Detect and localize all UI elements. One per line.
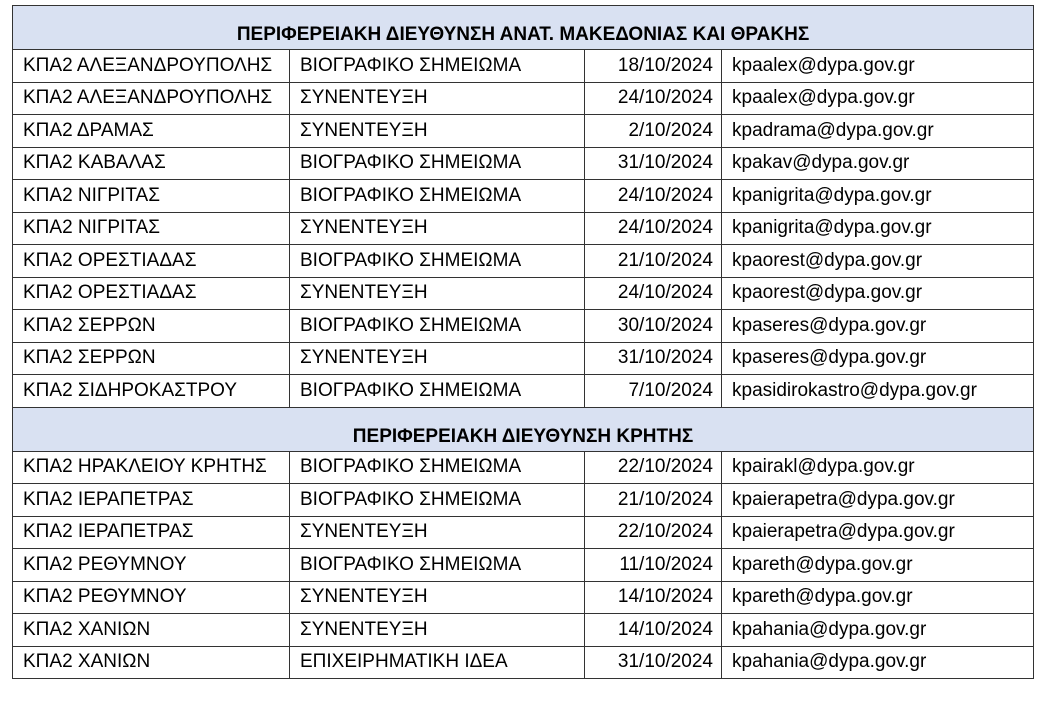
table-row xyxy=(13,310,1034,343)
email-cell: kpaierapetra@dypa.gov.gr xyxy=(722,516,1034,549)
schedule-table xyxy=(12,5,1034,679)
table-row xyxy=(13,212,1034,245)
date-cell: 24/10/2024 xyxy=(585,212,722,245)
document-type-cell: ΕΠΙΧΕΙΡΗΜΑΤΙΚΗ ΙΔΕΑ xyxy=(290,646,585,679)
email-cell: kpairakl@dypa.gov.gr xyxy=(722,451,1034,484)
office-cell: ΚΠΑ2 ΧΑΝΙΩΝ xyxy=(13,614,290,647)
email-cell: kpanigrita@dypa.gov.gr xyxy=(722,212,1034,245)
table-row xyxy=(13,375,1034,408)
section-header-row xyxy=(13,407,1034,451)
date-cell: 31/10/2024 xyxy=(585,147,722,180)
office-cell: ΚΠΑ2 ΣΙΔΗΡΟΚΑΣΤΡΟΥ xyxy=(13,375,290,408)
document-type-cell: ΣΥΝΕΝΤΕΥΞΗ xyxy=(290,342,585,375)
section-title: ΠΕΡΙΦΕΡΕΙΑΚΗ ΔΙΕΥΘΥΝΣΗ ΑΝΑΤ. ΜΑΚΕΔΟΝΙΑΣ ΚΑΙ ΘΡΑΚΗΣ xyxy=(13,6,1034,50)
schedule-table-container xyxy=(12,5,1033,679)
table-row xyxy=(13,245,1034,278)
document-type-cell: ΒΙΟΓΡΑΦΙΚΟ ΣΗΜΕΙΩΜΑ xyxy=(290,451,585,484)
date-cell: 18/10/2024 xyxy=(585,50,722,83)
document-type-cell: ΣΥΝΕΝΤΕΥΞΗ xyxy=(290,212,585,245)
document-type-cell: ΣΥΝΕΝΤΕΥΞΗ xyxy=(290,277,585,310)
document-type-cell: ΒΙΟΓΡΑΦΙΚΟ ΣΗΜΕΙΩΜΑ xyxy=(290,245,585,278)
date-cell: 21/10/2024 xyxy=(585,484,722,517)
date-cell: 14/10/2024 xyxy=(585,581,722,614)
date-cell: 7/10/2024 xyxy=(585,375,722,408)
table-row xyxy=(13,614,1034,647)
email-cell: kpadrama@dypa.gov.gr xyxy=(722,115,1034,148)
table-row xyxy=(13,50,1034,83)
date-cell: 22/10/2024 xyxy=(585,516,722,549)
office-cell: ΚΠΑ2 ΔΡΑΜΑΣ xyxy=(13,115,290,148)
office-cell: ΚΠΑ2 ΧΑΝΙΩΝ xyxy=(13,646,290,679)
date-cell: 24/10/2024 xyxy=(585,82,722,115)
office-cell: ΚΠΑ2 ΟΡΕΣΤΙΑΔΑΣ xyxy=(13,245,290,278)
office-cell: ΚΠΑ2 ΟΡΕΣΤΙΑΔΑΣ xyxy=(13,277,290,310)
office-cell: ΚΠΑ2 ΡΕΘΥΜΝΟΥ xyxy=(13,581,290,614)
date-cell: 31/10/2024 xyxy=(585,342,722,375)
table-row xyxy=(13,581,1034,614)
date-cell: 14/10/2024 xyxy=(585,614,722,647)
date-cell: 30/10/2024 xyxy=(585,310,722,343)
table-row xyxy=(13,549,1034,582)
date-cell: 24/10/2024 xyxy=(585,180,722,213)
email-cell: kpanigrita@dypa.gov.gr xyxy=(722,180,1034,213)
section-header-row xyxy=(13,6,1034,50)
email-cell: kpaalex@dypa.gov.gr xyxy=(722,82,1034,115)
office-cell: ΚΠΑ2 ΙΕΡΑΠΕΤΡΑΣ xyxy=(13,484,290,517)
table-row xyxy=(13,115,1034,148)
office-cell: ΚΠΑ2 ΚΑΒΑΛΑΣ xyxy=(13,147,290,180)
office-cell: ΚΠΑ2 ΗΡΑΚΛΕΙΟΥ ΚΡΗΤΗΣ xyxy=(13,451,290,484)
email-cell: kpaseres@dypa.gov.gr xyxy=(722,342,1034,375)
office-cell: ΚΠΑ2 ΑΛΕΞΑΝΔΡΟΥΠΟΛΗΣ xyxy=(13,82,290,115)
document-type-cell: ΒΙΟΓΡΑΦΙΚΟ ΣΗΜΕΙΩΜΑ xyxy=(290,180,585,213)
email-cell: kpaierapetra@dypa.gov.gr xyxy=(722,484,1034,517)
office-cell: ΚΠΑ2 ΡΕΘΥΜΝΟΥ xyxy=(13,549,290,582)
date-cell: 21/10/2024 xyxy=(585,245,722,278)
document-type-cell: ΣΥΝΕΝΤΕΥΞΗ xyxy=(290,614,585,647)
table-row xyxy=(13,484,1034,517)
office-cell: ΚΠΑ2 ΣΕΡΡΩΝ xyxy=(13,342,290,375)
document-type-cell: ΒΙΟΓΡΑΦΙΚΟ ΣΗΜΕΙΩΜΑ xyxy=(290,549,585,582)
document-type-cell: ΒΙΟΓΡΑΦΙΚΟ ΣΗΜΕΙΩΜΑ xyxy=(290,484,585,517)
document-type-cell: ΣΥΝΕΝΤΕΥΞΗ xyxy=(290,581,585,614)
document-type-cell: ΒΙΟΓΡΑΦΙΚΟ ΣΗΜΕΙΩΜΑ xyxy=(290,375,585,408)
table-row xyxy=(13,646,1034,679)
schedule-table-body xyxy=(13,6,1034,679)
date-cell: 2/10/2024 xyxy=(585,115,722,148)
office-cell: ΚΠΑ2 ΣΕΡΡΩΝ xyxy=(13,310,290,343)
date-cell: 24/10/2024 xyxy=(585,277,722,310)
table-row xyxy=(13,82,1034,115)
email-cell: kpaseres@dypa.gov.gr xyxy=(722,310,1034,343)
table-row xyxy=(13,516,1034,549)
document-type-cell: ΒΙΟΓΡΑΦΙΚΟ ΣΗΜΕΙΩΜΑ xyxy=(290,50,585,83)
document-type-cell: ΒΙΟΓΡΑΦΙΚΟ ΣΗΜΕΙΩΜΑ xyxy=(290,147,585,180)
email-cell: kpaorest@dypa.gov.gr xyxy=(722,245,1034,278)
date-cell: 31/10/2024 xyxy=(585,646,722,679)
date-cell: 22/10/2024 xyxy=(585,451,722,484)
email-cell: kpasidirokastro@dypa.gov.gr xyxy=(722,375,1034,408)
document-type-cell: ΣΥΝΕΝΤΕΥΞΗ xyxy=(290,82,585,115)
table-row xyxy=(13,277,1034,310)
office-cell: ΚΠΑ2 ΑΛΕΞΑΝΔΡΟΥΠΟΛΗΣ xyxy=(13,50,290,83)
email-cell: kpareth@dypa.gov.gr xyxy=(722,581,1034,614)
table-row xyxy=(13,451,1034,484)
table-row xyxy=(13,147,1034,180)
table-row xyxy=(13,180,1034,213)
email-cell: kpaorest@dypa.gov.gr xyxy=(722,277,1034,310)
office-cell: ΚΠΑ2 ΙΕΡΑΠΕΤΡΑΣ xyxy=(13,516,290,549)
document-type-cell: ΒΙΟΓΡΑΦΙΚΟ ΣΗΜΕΙΩΜΑ xyxy=(290,310,585,343)
email-cell: kpahania@dypa.gov.gr xyxy=(722,646,1034,679)
email-cell: kpareth@dypa.gov.gr xyxy=(722,549,1034,582)
document-type-cell: ΣΥΝΕΝΤΕΥΞΗ xyxy=(290,516,585,549)
email-cell: kpaalex@dypa.gov.gr xyxy=(722,50,1034,83)
date-cell: 11/10/2024 xyxy=(585,549,722,582)
table-row xyxy=(13,342,1034,375)
email-cell: kpakav@dypa.gov.gr xyxy=(722,147,1034,180)
document-type-cell: ΣΥΝΕΝΤΕΥΞΗ xyxy=(290,115,585,148)
office-cell: ΚΠΑ2 ΝΙΓΡΙΤΑΣ xyxy=(13,180,290,213)
office-cell: ΚΠΑ2 ΝΙΓΡΙΤΑΣ xyxy=(13,212,290,245)
section-title: ΠΕΡΙΦΕΡΕΙΑΚΗ ΔΙΕΥΘΥΝΣΗ ΚΡΗΤΗΣ xyxy=(13,407,1034,451)
email-cell: kpahania@dypa.gov.gr xyxy=(722,614,1034,647)
